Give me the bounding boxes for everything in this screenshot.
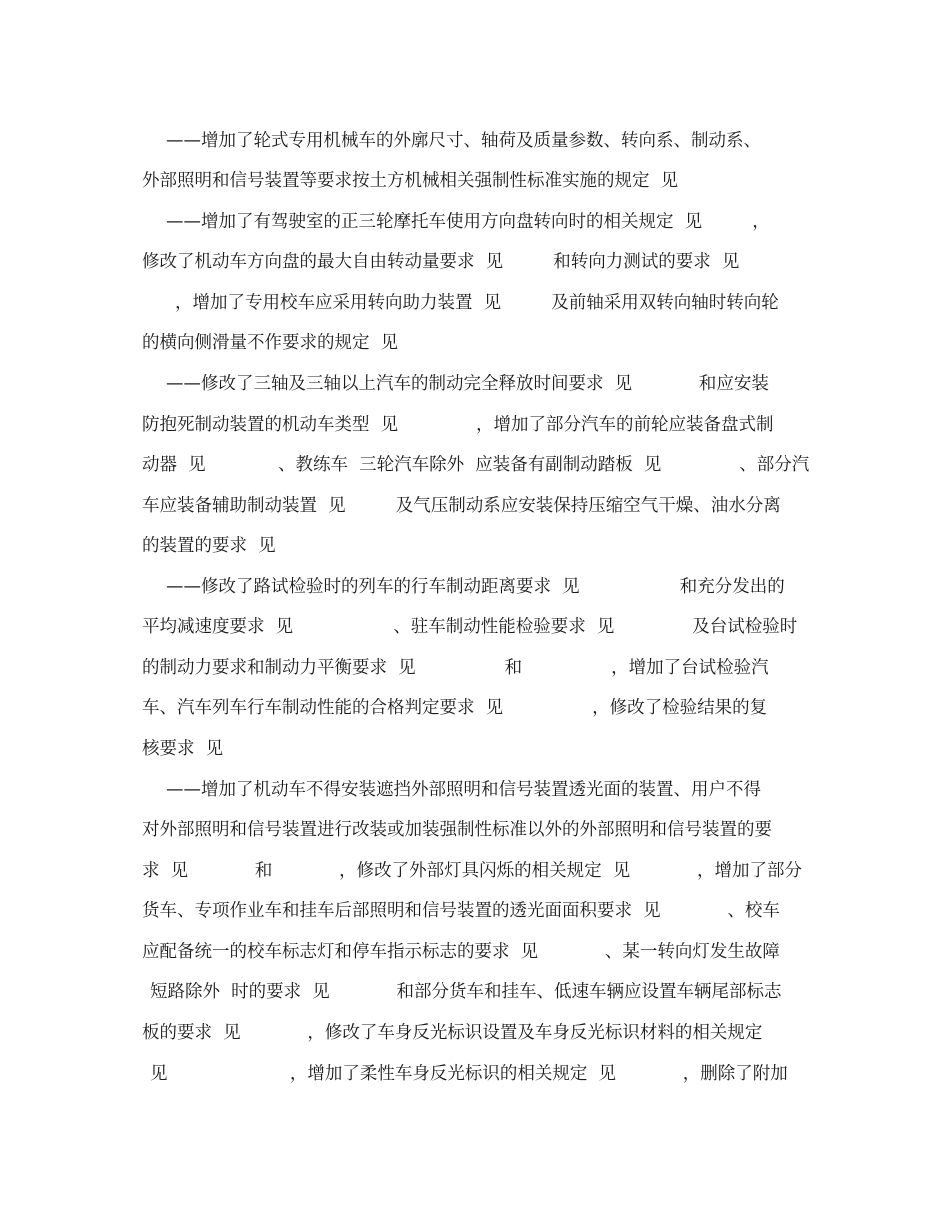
text-line: ——增加了有驾驶室的正三轮摩托车使用方向盘转向时的相关规定 见 ， — [166, 212, 770, 232]
text-line: ——增加了机动车不得安装遮挡外部照明和信号装置透光面的装置、用户不得 — [166, 780, 761, 800]
text-line: 货车、专项作业车和挂车后部照明和信号装置的透光面面积要求 见 、校车 — [142, 901, 780, 921]
text-line: 防抱死制动装置的机动车类型 见 ，增加了部分汽车的前轮应装备盘式制 — [142, 415, 774, 435]
text-line: ——修改了三轴及三轴以上汽车的制动完全释放时间要求 见 和应安装 — [166, 374, 769, 394]
text-line: 平均减速度要求 见 、驻车制动性能检验要求 见 及台试检验时 — [142, 617, 798, 637]
text-line: 核要求 见 — [142, 739, 224, 759]
text-line: 车、汽车列车行车制动性能的合格判定要求 见 ，修改了检验结果的复 — [142, 698, 768, 718]
text-line: 的横向侧滑量不作要求的规定 见 — [142, 333, 399, 353]
text-line: 的装置的要求 见 — [142, 536, 276, 556]
text-line: ，增加了专用校车应采用转向助力装置 见 及前轴采用双转向轴时转向轮 — [175, 293, 779, 313]
text-line: 外部照明和信号装置等要求按土方机械相关强制性标准实施的规定 见 — [142, 171, 679, 191]
text-line: 见 ，增加了柔性车身反光标识的相关规定 见 ，删除了附加 — [150, 1064, 788, 1084]
text-line: 对外部照明和信号装置进行改装或加装强制性标准以外的外部照明和信号装置的要 — [142, 820, 772, 840]
text-line: 应配备统一的校车标志灯和停车指示标志的要求 见 、某一转向灯发生故障 — [142, 942, 780, 962]
text-line: 板的要求 见 ，修改了车身反光标识设置及车身反光标识材料的相关规定 — [142, 1023, 763, 1043]
text-line: 动器 见 、教练车 三轮汽车除外 应装备有副制动踏板 见 、部分汽 — [142, 455, 810, 475]
text-line: 的制动力要求和制动力平衡要求 见 和 ，增加了台试检验汽 — [142, 658, 769, 678]
text-line: 短路除外 时的要求 见 和部分货车和挂车、低速车辆应设置车辆尾部标志 — [150, 982, 782, 1002]
text-line: ——增加了轮式专用机械车的外廓尺寸、轴荷及质量参数、转向系、制动系、 — [166, 131, 761, 151]
text-line: 求 见 和 ，修改了外部灯具闪烁的相关规定 见 ，增加了部分 — [142, 861, 803, 881]
text-line: 车应装备辅助制动装置 见 及气压制动系应安装保持压缩空气干燥、油水分离 — [142, 496, 781, 516]
text-line: 修改了机动车方向盘的最大自由转动量要求 见 和转向力测试的要求 见 — [142, 252, 740, 272]
text-line: ——修改了路试检验时的列车的行车制动距离要求 见 和充分发出的 — [166, 577, 785, 597]
